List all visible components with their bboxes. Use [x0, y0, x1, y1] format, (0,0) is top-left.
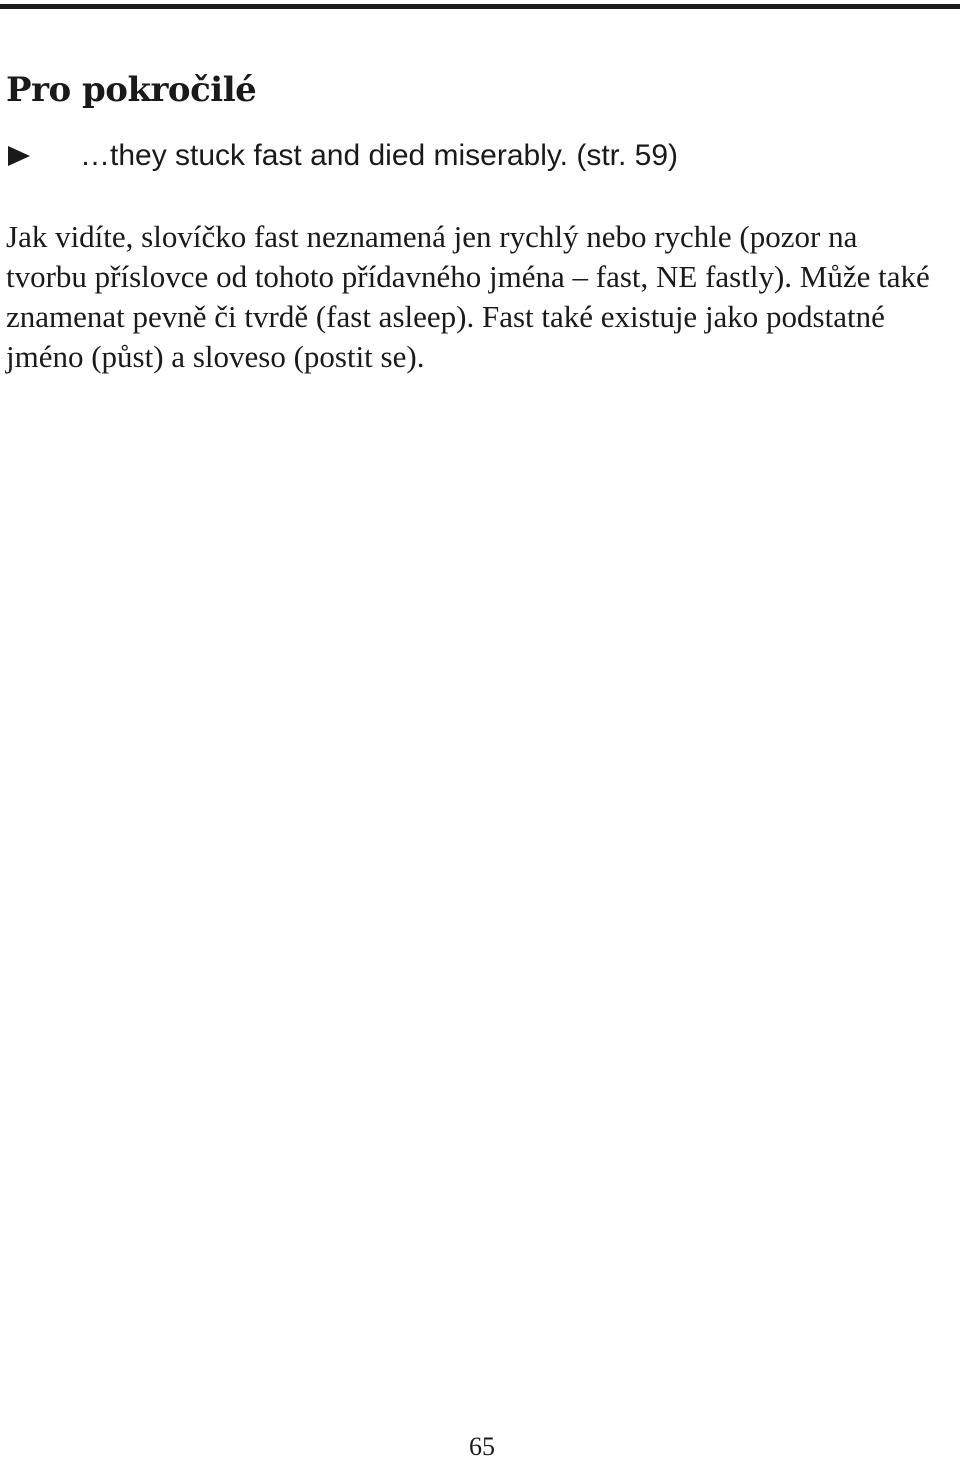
example-text: …they stuck fast and died miserably. (str. 59): [80, 139, 679, 172]
section-heading: Pro pokročilé: [6, 70, 257, 110]
example-quote: [8, 136, 678, 176]
arrow-right-icon: [8, 146, 30, 166]
explanation-paragraph: Jak vidíte, slovíčko fast neznamená jen rychlý nebo rychle (pozor na tvorbu příslovce od tohoto přídavného jména – fast, NE fastly). Může také znamenat pevně či tvrdě (fast asleep). Fast také existuje jako podstatné jméno (půst) a sloveso (postit se).: [6, 219, 930, 374]
page-number: 65: [469, 1432, 495, 1461]
top-rule: [0, 4, 960, 9]
